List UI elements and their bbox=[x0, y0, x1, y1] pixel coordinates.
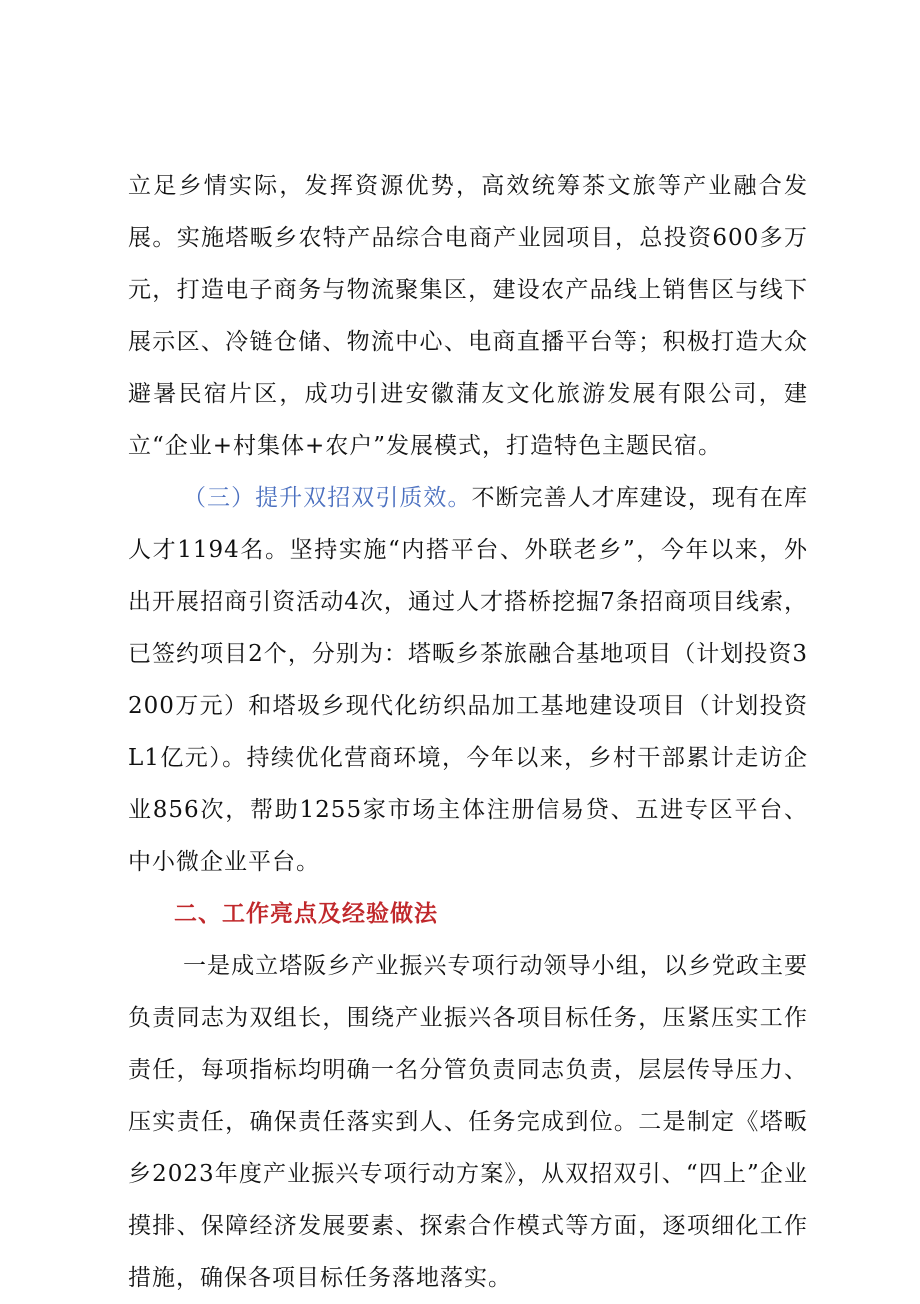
paragraph-talent-investment bbox=[128, 472, 808, 888]
document-body bbox=[128, 160, 808, 1304]
paragraph-industry-integration bbox=[128, 160, 808, 472]
subsection-3-body: 不断完善人才库建设，现有在库人才1194名。坚持实施“内搭平台、外联老乡”，今年以来，外出开展招商引资活动4次，通过人才搭桥挖掘7条招商项目线索，已签约项目2个，分别为：塔畈乡茶旅融合基地项目（计划投资3200万元）和塔圾乡现代化纺织品加工基地建设项目（计划投资L1亿元）。持续优化营商环境，今年以来，乡村干部累计走访企业856次，帮助1255家市场主体注册信易贷、五进专区平台、中小微企业平台。 bbox=[128, 485, 809, 875]
subsection-3-heading: （三）提升双招双引质效。 bbox=[183, 485, 472, 511]
paragraph-1-text: 立足乡情实际，发挥资源优势，高效统筹茶文旅等产业融合发展。实施塔畈乡农特产品综合电商产业园项目，总投资600多万元，打造电子商务与物流聚集区，建设农产品线上销售区与线下展示区、冷链仓储、物流中心、电商直播平台等；积极打造大众避暑民宿片区，成功引进安徽蒲友文化旅游发展有限公司，建立“企业+村集体+农户”发展模式，打造特色主题民宿。 bbox=[128, 173, 808, 459]
paragraph-highlights bbox=[128, 940, 808, 1304]
section-2-heading: 二、工作亮点及经验做法 bbox=[174, 901, 438, 927]
section-2-body: 一是成立塔阪乡产业振兴专项行动领导小组，以乡党政主要负责同志为双组长，围绕产业振兴各项目标任务，压紧压实工作责任，每项指标均明确一名分管负责同志负责，层层传导压力、压实责任，确保责任落实到人、任务完成到位。二是制定《塔畈乡2023年度产业振兴专项行动方案》，从双招双引、“四上”企业摸排、保障经济发展要素、探索合作模式等方面，逐项细化工作措施，确保各项目标任务落地落实。 bbox=[128, 953, 808, 1291]
